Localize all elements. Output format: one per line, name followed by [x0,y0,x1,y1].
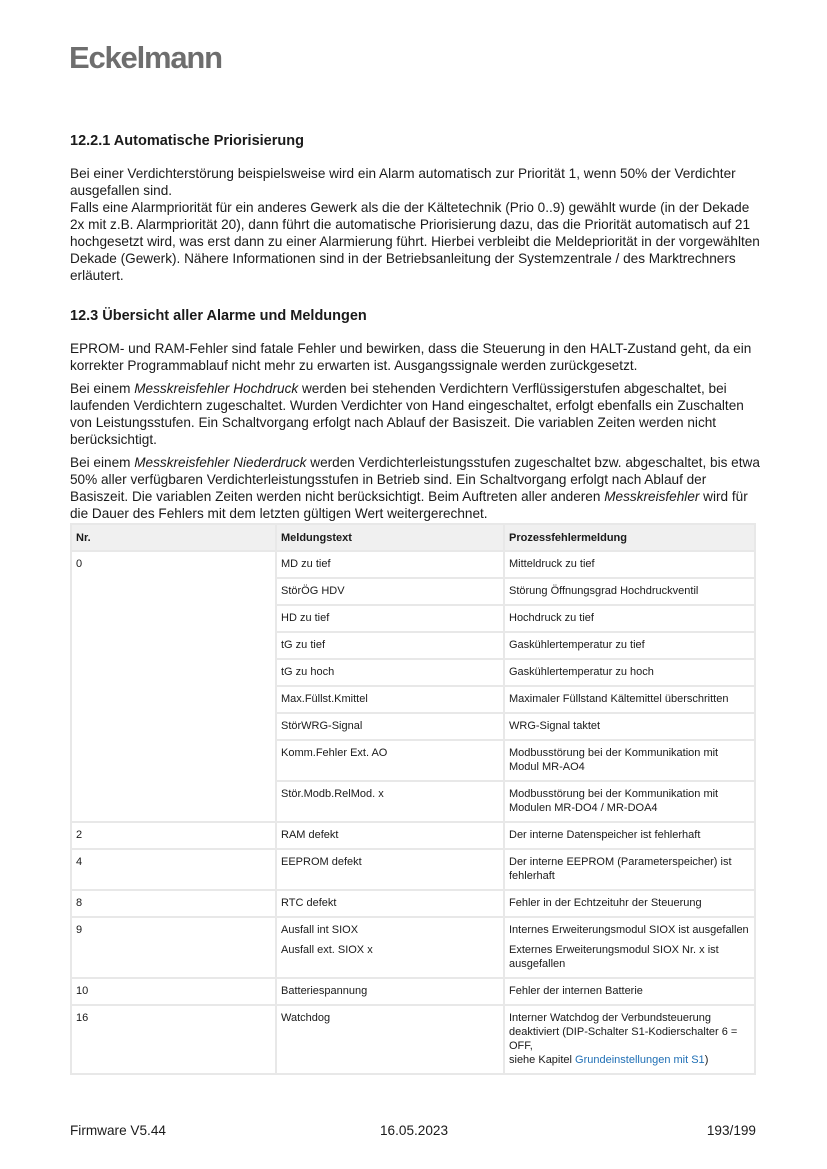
footer-page-number: 193/199 [706,1123,756,1138]
cell-meldungstext: tG zu hoch [276,659,504,686]
cell-meldungstext: Max.Füllst.Kmittel [276,686,504,713]
cell-prozessfehlermeldung: Der interne EEPROM (Parameterspeicher) ist fehlerhaft [504,849,755,890]
cell-meldungstext: RAM defekt [276,822,504,849]
section-heading: 12.2.1 Automatische Priorisierung [70,133,304,149]
alarm-table [70,523,756,1075]
table-row [71,978,755,1005]
text: Externes Erweiterungsmodul SIOX Nr. x ist ausgefallen [509,944,719,970]
text: ) [704,1054,709,1066]
cell-prozessfehlermeldung: Der interne Datenspeicher ist fehlerhaft [504,822,755,849]
cell-meldungstext: MD zu tief [276,551,504,578]
cell-nr: 10 [71,978,276,1005]
text: werden bei stehenden Verdichtern Verflüssigerstufen abgeschaltet, bei laufenden Verdichtern zugeschaltet. Wurden Verdichter von Hand eingeschaltet, erfolgt ebenfalls ein Zuschalten von Leistungsstufen. Ein Schaltvorgang erfolgt nach Ablauf der Basiszeit. Die variablen Zeiten werden nicht berücksichtigt. [70,381,744,447]
content [70,133,760,1075]
cell-meldungstext: tG zu tief [276,632,504,659]
cell-prozessfehlermeldung: Gaskühlertemperatur zu hoch [504,659,755,686]
text: Falls eine Alarmpriorität für ein anderes Gewerk als die der Kältetechnik (Prio 0..9) gewählt wurde (in der Dekade 2x mit z.B. Alarmpriorität 20), dann führt die automatische Priorisierung dazu, das die Priorität automatisch auf 21 hochgesetzt wird, was erst dann zu einer Alarmierung führt. Hierbei verbleibt die Meldepriorität in der vorgewählten Dekade (Gewerk). Nähere Informationen sind in der Betriebsanleitung der Systemzentrale / des Marktrechners erläutert. [70,200,760,283]
cell-prozessfehlermeldung: WRG-Signal taktet [504,713,755,740]
cell-prozessfehlermeldung: Modbusstörung bei der Kommunikation mit Modulen MR-DO4 / MR-DOA4 [504,781,755,822]
cell-meldungstext [276,917,504,978]
table-row [71,917,755,978]
cell-nr: 0 [71,551,276,822]
cell-nr: 9 [71,917,276,978]
chapter-link[interactable]: Grundeinstellungen mit S1 [575,1054,705,1066]
cell-meldungstext: Batteriespannung [276,978,504,1005]
cell-meldungstext: RTC defekt [276,890,504,917]
header-nr: Nr. [71,524,276,551]
cell-meldungstext: HD zu tief [276,605,504,632]
cell-nr: 2 [71,822,276,849]
term: Messkreisfehler Hochdruck [134,381,299,396]
text: siehe Kapitel [509,1054,576,1066]
cell-meldungstext: StörWRG-Signal [276,713,504,740]
cell-prozessfehlermeldung: Störung Öffnungsgrad Hochdruckventil [504,578,755,605]
header-prozessfehlermeldung: Prozessfehlermeldung [504,524,755,551]
table-row [71,849,755,890]
footer-firmware: Firmware V5.44 [70,1123,166,1138]
section-heading: 12.3 Übersicht aller Alarme und Meldungen [70,308,367,324]
cell-nr: 8 [71,890,276,917]
paragraph [70,454,760,522]
text: wird für die Dauer des Fehlers mit dem letzten gültigen Wert weitergerechnet. [70,489,748,521]
text: Internes Erweiterungsmodul SIOX ist ausgefallen [509,924,749,936]
table-row [71,1005,755,1074]
text: Bei einer Verdichterstörung beispielsweise wird ein Alarm automatisch zur Priorität 1, wenn 50% der Verdichter ausgefallen sind. [70,166,736,198]
cell-prozessfehlermeldung [504,917,755,978]
cell-prozessfehlermeldung: Fehler der internen Batterie [504,978,755,1005]
paragraph [70,380,760,448]
cell-prozessfehlermeldung: Modbusstörung bei der Kommunikation mit Modul MR-AO4 [504,740,755,781]
text: Ausfall int SIOX [281,924,359,936]
cell-meldungstext: StörÖG HDV [276,578,504,605]
table-row [71,822,755,849]
cell-prozessfehlermeldung: Hochdruck zu tief [504,605,755,632]
cell-prozessfehlermeldung [504,1005,755,1074]
term: Messkreisfehler [604,489,700,504]
cell-meldungstext: EEPROM defekt [276,849,504,890]
text: Bei einem [70,455,135,470]
cell-prozessfehlermeldung: Fehler in der Echtzeituhr der Steuerung [504,890,755,917]
table-header [71,524,755,551]
paragraph: EPROM- und RAM-Fehler sind fatale Fehler und bewirken, dass die Steuerung in den HALT-Zustand geht, da ein korrekter Programmablauf nicht mehr zu erwarten ist. Ausgangssignale werden zurückgesetzt. [70,341,752,373]
cell-meldungstext: Watchdog [276,1005,504,1074]
cell-prozessfehlermeldung: Mitteldruck zu tief [504,551,755,578]
text: Ausfall ext. SIOX x [281,944,373,956]
cell-meldungstext: Stör.Modb.RelMod. x [276,781,504,822]
cell-nr: 4 [71,849,276,890]
paragraph [70,165,760,284]
header-meldungstext: Meldungstext [276,524,504,551]
footer-date: 16.05.2023 [380,1123,449,1138]
cell-prozessfehlermeldung: Maximaler Füllstand Kältemittel überschritten [504,686,755,713]
table-row [71,551,755,578]
term: Messkreisfehler Niederdruck [134,455,307,470]
cell-prozessfehlermeldung: Gaskühlertemperatur zu tief [504,632,755,659]
table-row [71,890,755,917]
text: Interner Watchdog der Verbundsteuerung deaktiviert (DIP-Schalter S1-Kodierschalter 6 = OFF, [509,1012,738,1052]
text: Bei einem [70,381,135,396]
eckelmann-logo: Eckelmann [69,40,222,75]
cell-nr: 16 [71,1005,276,1074]
cell-meldungstext: Komm.Fehler Ext. AO [276,740,504,781]
text: werden Verdichterleistungsstufen zugeschaltet bzw. abgeschaltet, bis etwa 50% aller verfügbaren Verdichterleistungsstufen in Betrieb sind. Ein Schaltvorgang erfolgt nach Ablauf der Basiszeit. Die variablen Zeiten werden nicht berücksichtigt. Beim Auftreten aller anderen [70,455,760,504]
